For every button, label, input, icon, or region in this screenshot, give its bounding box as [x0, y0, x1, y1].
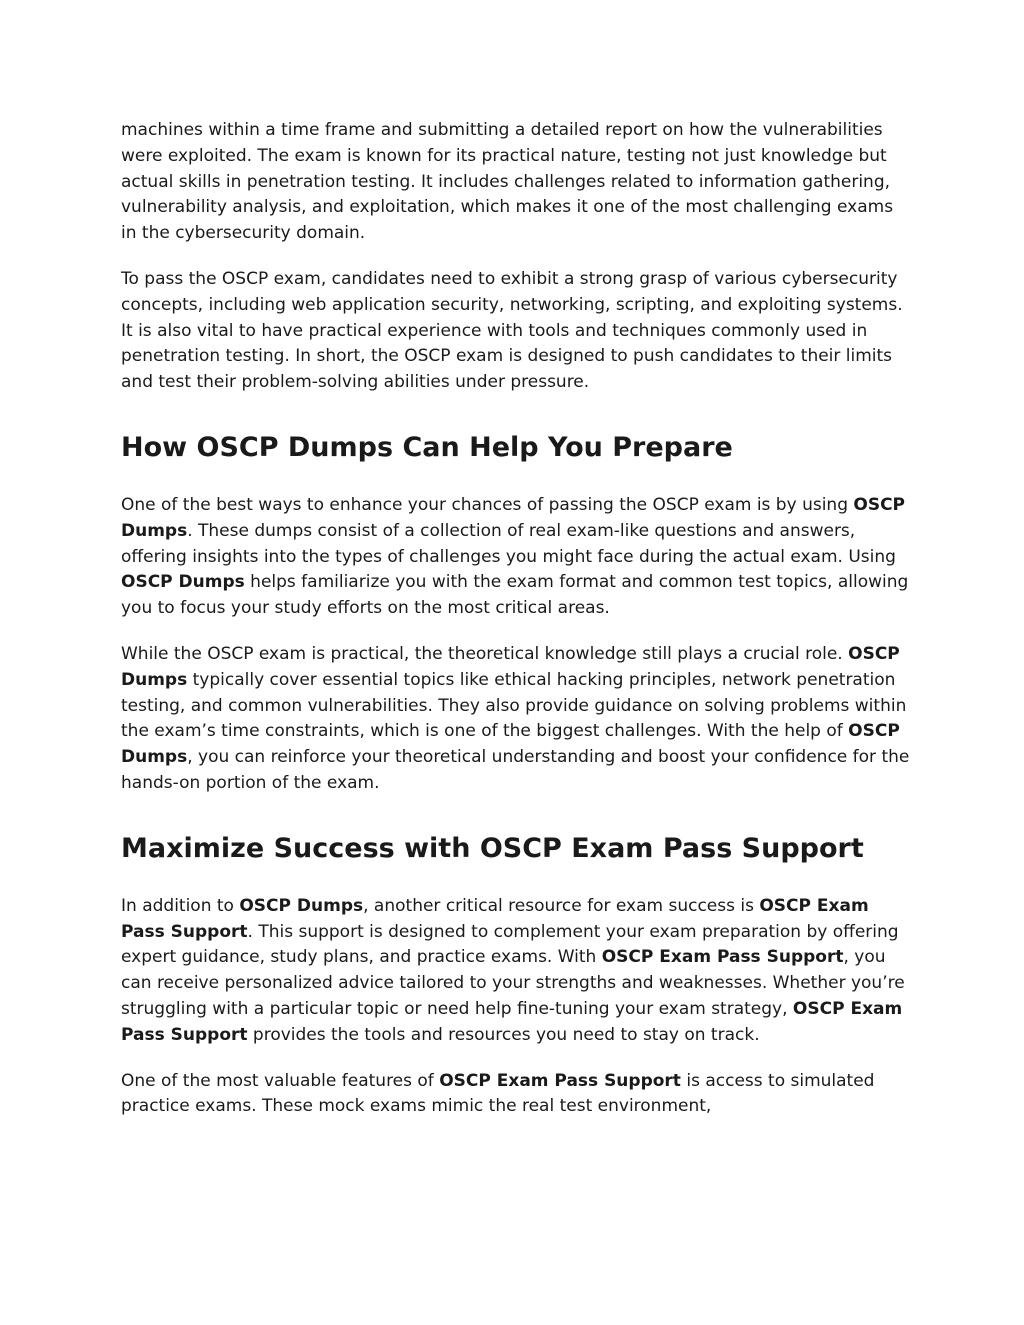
bold-term: OSCP Exam Pass Support — [121, 998, 903, 1045]
bold-term: OSCP Dumps — [121, 494, 906, 541]
text-run: , you can receive personalized advice tailored to your strengths and weaknesses. Whether you’re struggling with a particular topic or need help fine-tuning your exam strategy, — [121, 947, 905, 1019]
text-run: typically cover essential topics like ethical hacking principles, network penetration testing, and common vulnerabilities. They also provide guidance on solving problems within the exam’s time constraints, which is one of the biggest challenges. With the help of — [121, 669, 907, 742]
paragraph-practice-exams — [121, 1069, 911, 1121]
text-run: helps familiarize you with the exam format and common test topics, allowing you to focus your study efforts on the most critical areas. — [121, 572, 909, 619]
text-run: is access to simulated practice exams. These mock exams mimic the real test environment, — [121, 1070, 875, 1117]
text-run: . This support is designed to complement your exam preparation by offering expert guidance, study plans, and practice exams. With — [121, 921, 899, 968]
text-run: While the OSCP exam is practical, the theoretical knowledge still plays a crucial role. — [121, 643, 849, 664]
bold-term: OSCP Exam Pass Support — [439, 1070, 681, 1091]
text-run: In addition to — [121, 895, 240, 916]
paragraph-dumps-theory — [121, 642, 911, 797]
bold-term: OSCP Exam Pass Support — [601, 947, 844, 968]
bold-term: OSCP Dumps — [121, 572, 245, 593]
paragraph-exam-overview: machines within a time frame and submitting a detailed report on how the vulnerabilities were exploited. The exam is known for its practical nature, testing not just knowledge but actual skills in penetration testing. It includes challenges related to information gathering, vulnerability analysis, and exploitation, which makes it one of the most challenging exams in the cybersecurity domain. — [121, 120, 894, 244]
paragraph-pass-requirements: To pass the OSCP exam, candidates need to exhibit a strong grasp of various cybersecurity concepts, including web application security, networking, scripting, and exploiting systems. It is also vital to have practical experience with tools and techniques commonly used in penetration testing. In short, the OSCP exam is designed to push candidates to their limits and test their problem-solving abilities under pressure. — [121, 268, 903, 393]
paragraph-dumps-intro — [121, 493, 911, 622]
text-run: One of the most valuable features of — [121, 1070, 440, 1091]
text-run: , another critical resource for exam success is — [363, 895, 760, 916]
heading-how-dumps-help: How OSCP Dumps Can Help You Prepare — [121, 431, 733, 463]
document-page — [121, 118, 911, 1120]
bold-term: OSCP Dumps — [121, 721, 900, 768]
heading-maximize-success: Maximize Success with OSCP Exam Pass Support — [121, 832, 864, 864]
bold-term: OSCP Exam Pass Support — [121, 895, 869, 942]
bold-term: OSCP Dumps — [121, 643, 900, 690]
text-run: provides the tools and resources you need to stay on track. — [247, 1024, 760, 1045]
text-run: One of the best ways to enhance your chances of passing the OSCP exam is by using — [121, 494, 854, 515]
paragraph-pass-support — [121, 894, 911, 1049]
text-run: , you can reinforce your theoretical understanding and boost your confidence for the hands-on portion of the exam. — [121, 747, 910, 793]
bold-term: OSCP Dumps — [239, 895, 364, 916]
text-run: . These dumps consist of a collection of real exam-like questions and answers, offering insights into the types of challenges you might face during the actual exam. Using — [121, 520, 896, 567]
